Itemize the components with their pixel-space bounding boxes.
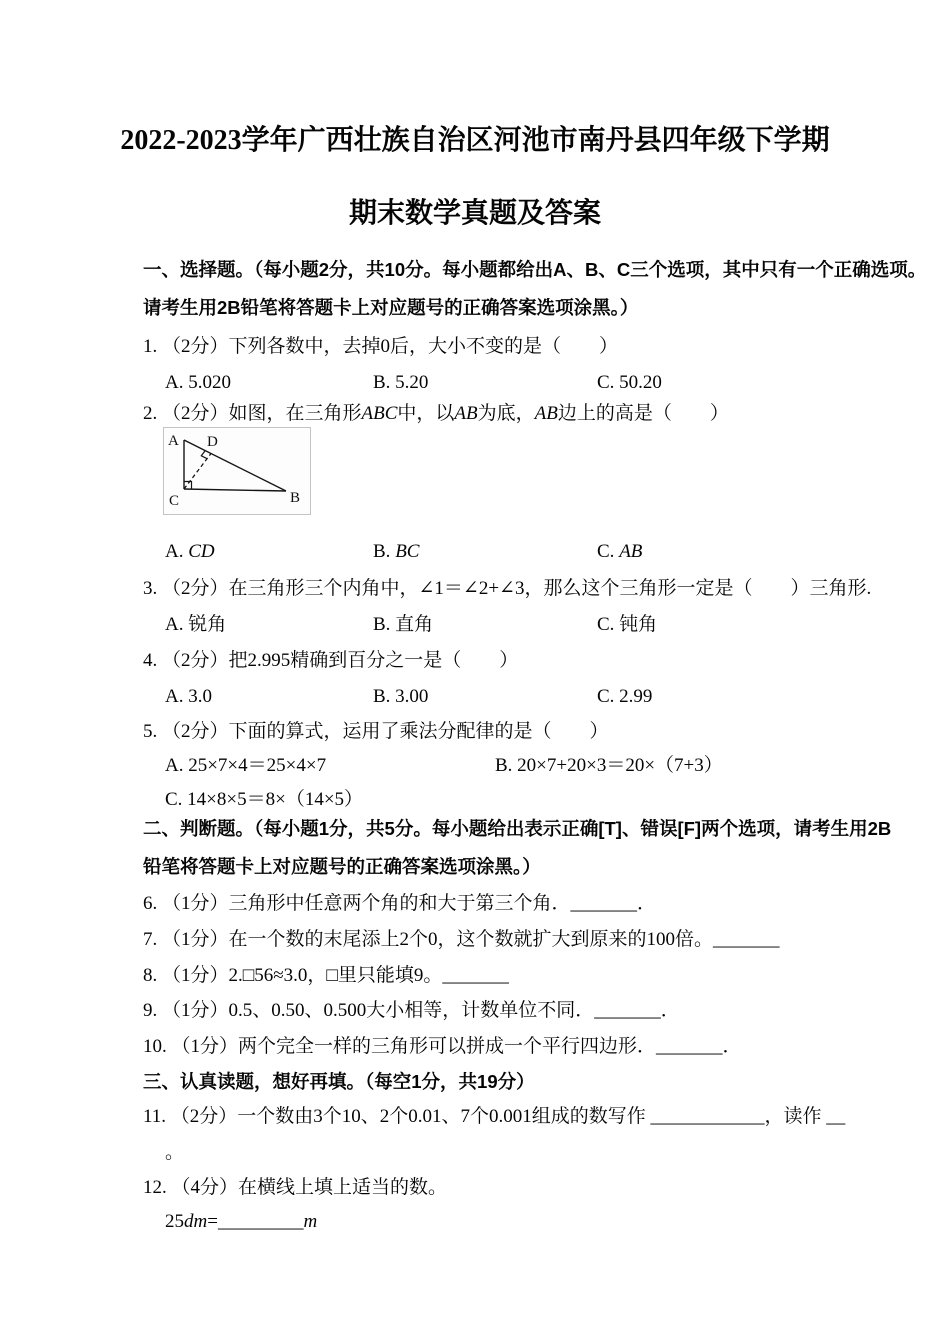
question-7-text: 7. （1分）在一个数的末尾添上2个0，这个数就扩大到原来的100倍。_______ — [143, 929, 780, 950]
question-2-part3: 为底， — [477, 403, 535, 424]
question-2-option-c-value: AB — [619, 541, 643, 562]
section-choice-header-line1: 一、选择题。（每小题2分，共10分。每小题都给出A、B、C三个选项，其中只有一个正确选项。 — [143, 259, 927, 280]
question-12-blank: _________ — [217, 1211, 304, 1232]
question-2-option-c — [597, 539, 642, 565]
question-12-conversion-line — [165, 1209, 317, 1235]
question-3-option-a: A. 锐角 — [165, 614, 227, 635]
vertex-label-c: C — [169, 493, 180, 509]
question-2-option-a — [165, 539, 215, 565]
exam-title-line2: 期末数学真题及答案 — [348, 198, 601, 229]
question-8-text: 8. （1分）2.□56≈3.0，□里只能填9。_______ — [143, 965, 509, 986]
question-4-text: 4. （2分）把2.995精确到百分之一是（ ） — [143, 650, 519, 671]
question-1-option-a: A. 5.020 — [165, 372, 231, 393]
question-4-option-b: B. 3.00 — [373, 686, 429, 707]
question-2-var-ab2: AB — [534, 403, 558, 424]
question-4-option-c: C. 2.99 — [597, 686, 653, 707]
question-10-text: 10. （1分）两个完全一样的三角形可以拼成一个平行四边形．_______． — [143, 1036, 742, 1057]
question-2-part1: 2. （2分）如图，在三角形 — [143, 403, 362, 424]
question-2-part4: 边上的高是（ ） — [557, 403, 729, 424]
question-12-equals: = — [207, 1211, 218, 1232]
triangle-side-cb — [184, 489, 286, 491]
question-11-text-line1: 11. （2分）一个数由3个10、2个0.01、7个0.001组成的数写作 ____________，读作 __ — [143, 1106, 846, 1127]
question-2-text — [143, 401, 729, 427]
question-4-option-a: A. 3.0 — [165, 686, 212, 707]
question-11-text-line2: 。 — [165, 1142, 185, 1163]
question-5-option-c: C. 14×8×5＝8×（14×5） — [165, 789, 364, 810]
question-1-option-b: B. 5.20 — [373, 372, 429, 393]
question-12-unit-m: m — [303, 1211, 318, 1232]
question-2-var-ab1: AB — [454, 403, 478, 424]
question-2-var-abc: ABC — [361, 403, 398, 424]
question-2-option-b-letter: B. — [373, 541, 396, 562]
question-5-option-b: B. 20×7+20×3＝20×（7+3） — [495, 755, 723, 776]
question-2-option-b — [373, 539, 419, 565]
question-3-option-c: C. 钝角 — [597, 614, 658, 635]
vertex-label-a: A — [168, 433, 179, 449]
section-judge-header-line2: 铅笔将答题卡上对应题号的正确答案选项涂黑。） — [143, 856, 541, 877]
question-2-option-a-value: CD — [188, 541, 215, 562]
question-5-option-a: A. 25×7×4＝25×4×7 — [165, 755, 327, 776]
question-1-option-c: C. 50.20 — [597, 372, 662, 393]
question-2-option-c-letter: C. — [597, 541, 620, 562]
vertex-label-b: B — [290, 490, 301, 506]
question-2-part2: 中，以 — [397, 403, 455, 424]
question-2-option-a-letter: A. — [165, 541, 189, 562]
question-3-text: 3. （2分）在三角形三个内角中，∠1＝∠2+∠3，那么这个三角形一定是（ ）三角形. — [143, 578, 872, 599]
question-12-number: 25 — [165, 1211, 184, 1232]
question-12-text: 12. （4分）在横线上填上适当的数。 — [143, 1177, 448, 1198]
question-3-option-b: B. 直角 — [373, 614, 434, 635]
exam-title-line1: 2022-2023学年广西壮族自治区河池市南丹县四年级下学期 — [120, 125, 830, 156]
triangle-side-ab — [184, 440, 286, 491]
section-choice-header-line2: 请考生用2B铅笔将答题卡上对应题号的正确答案选项涂黑。） — [143, 297, 639, 318]
question-5-text: 5. （2分）下面的算式，运用了乘法分配律的是（ ） — [143, 721, 609, 742]
triangle-figure-svg — [164, 428, 310, 514]
section-judge-header-line1: 二、判断题。（每小题1分，共5分。每小题给出表示正确[T]、错误[F]两个选项，请考生用2B — [143, 818, 892, 839]
question-9-text: 9. （1分）0.5、0.50、0.500大小相等，计数单位不同．_______． — [143, 1000, 680, 1021]
question-1-text: 1. （2分）下列各数中，去掉0后，大小不变的是（ ） — [143, 336, 619, 357]
vertex-label-d: D — [207, 434, 218, 450]
question-6-text: 6. （1分）三角形中任意两个角的和大于第三个角．_______． — [143, 893, 657, 914]
question-12-unit-dm: dm — [184, 1211, 208, 1232]
section-fill-header: 三、认真读题，想好再填。（每空1分，共19分） — [143, 1071, 535, 1092]
question-2-option-b-value: BC — [395, 541, 420, 562]
triangle-figure — [163, 427, 311, 515]
